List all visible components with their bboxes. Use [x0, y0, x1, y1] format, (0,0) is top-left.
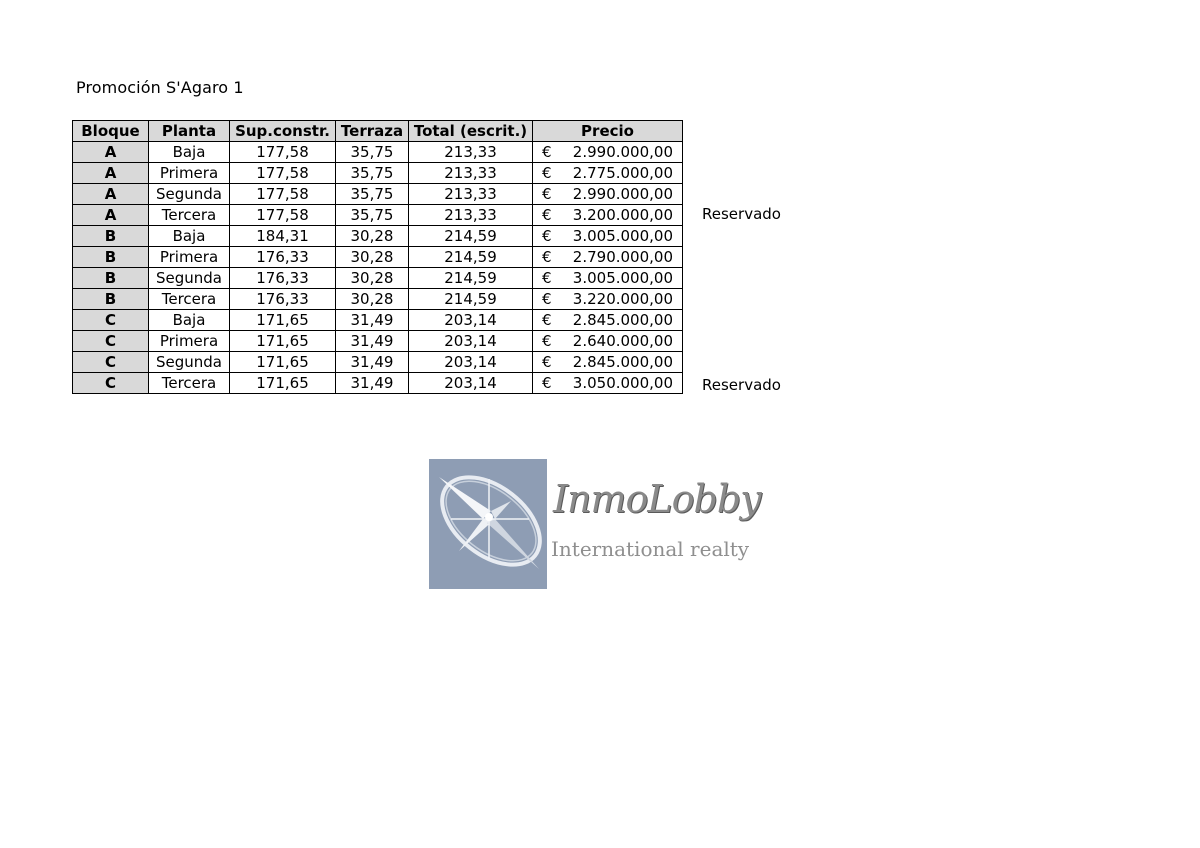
price-table [72, 120, 683, 394]
table-row [73, 373, 683, 394]
currency-symbol: € [542, 248, 552, 266]
precio-value: 2.640.000,00 [572, 332, 673, 350]
precio-cell [533, 310, 683, 331]
header-bloque: Bloque [73, 121, 149, 142]
terraza-cell: 30,28 [336, 247, 409, 268]
inmolobby-logo [429, 459, 774, 589]
total-cell: 203,14 [409, 373, 533, 394]
total-cell: 203,14 [409, 310, 533, 331]
precio-value: 3.005.000,00 [572, 227, 673, 245]
terraza-cell: 35,75 [336, 163, 409, 184]
table-row [73, 289, 683, 310]
planta-cell: Primera [149, 163, 230, 184]
terraza-cell: 35,75 [336, 205, 409, 226]
status-note: Reservado [702, 376, 781, 395]
total-cell: 213,33 [409, 163, 533, 184]
terraza-cell: 30,28 [336, 289, 409, 310]
precio-value: 3.200.000,00 [572, 206, 673, 224]
planta-cell: Segunda [149, 184, 230, 205]
table-row [73, 247, 683, 268]
planta-cell: Tercera [149, 289, 230, 310]
currency-symbol: € [542, 353, 552, 371]
sup-constr-cell: 177,58 [230, 205, 336, 226]
header-sup-constr: Sup.constr. [230, 121, 336, 142]
planta-cell: Primera [149, 247, 230, 268]
bloque-cell: C [73, 331, 149, 352]
sup-constr-cell: 177,58 [230, 163, 336, 184]
precio-value: 2.790.000,00 [572, 248, 673, 266]
bloque-cell: B [73, 289, 149, 310]
logo-name: InmoLobby [553, 477, 761, 521]
planta-cell: Primera [149, 331, 230, 352]
currency-symbol: € [542, 164, 552, 182]
total-cell: 214,59 [409, 289, 533, 310]
precio-cell [533, 205, 683, 226]
sup-constr-cell: 177,58 [230, 184, 336, 205]
header-terraza: Terraza [336, 121, 409, 142]
table-row [73, 310, 683, 331]
precio-value: 2.845.000,00 [572, 311, 673, 329]
precio-cell [533, 247, 683, 268]
sup-constr-cell: 171,65 [230, 331, 336, 352]
planta-cell: Baja [149, 226, 230, 247]
precio-cell [533, 331, 683, 352]
currency-symbol: € [542, 143, 552, 161]
sup-constr-cell: 171,65 [230, 373, 336, 394]
sup-constr-cell: 184,31 [230, 226, 336, 247]
compass-icon [429, 459, 547, 589]
bloque-cell: B [73, 226, 149, 247]
total-cell: 213,33 [409, 142, 533, 163]
planta-cell: Segunda [149, 268, 230, 289]
precio-value: 3.220.000,00 [572, 290, 673, 308]
status-note: Reservado [702, 205, 781, 224]
total-cell: 203,14 [409, 331, 533, 352]
terraza-cell: 31,49 [336, 331, 409, 352]
terraza-cell: 30,28 [336, 268, 409, 289]
precio-cell [533, 268, 683, 289]
currency-symbol: € [542, 374, 552, 392]
precio-value: 2.775.000,00 [572, 164, 673, 182]
precio-cell [533, 373, 683, 394]
currency-symbol: € [542, 269, 552, 287]
bloque-cell: C [73, 352, 149, 373]
bloque-cell: B [73, 247, 149, 268]
bloque-cell: C [73, 373, 149, 394]
currency-symbol: € [542, 332, 552, 350]
precio-value: 2.845.000,00 [572, 353, 673, 371]
sup-constr-cell: 171,65 [230, 310, 336, 331]
bloque-cell: A [73, 163, 149, 184]
table-row [73, 352, 683, 373]
planta-cell: Baja [149, 142, 230, 163]
planta-cell: Segunda [149, 352, 230, 373]
total-cell: 214,59 [409, 247, 533, 268]
sup-constr-cell: 177,58 [230, 142, 336, 163]
planta-cell: Tercera [149, 373, 230, 394]
table-row [73, 184, 683, 205]
header-total: Total (escrit.) [409, 121, 533, 142]
terraza-cell: 31,49 [336, 373, 409, 394]
logo-tagline: International realty [551, 537, 750, 561]
terraza-cell: 30,28 [336, 226, 409, 247]
precio-value: 3.050.000,00 [572, 374, 673, 392]
table-row [73, 226, 683, 247]
currency-symbol: € [542, 290, 552, 308]
precio-value: 2.990.000,00 [572, 143, 673, 161]
terraza-cell: 31,49 [336, 310, 409, 331]
bloque-cell: A [73, 142, 149, 163]
terraza-cell: 31,49 [336, 352, 409, 373]
precio-value: 2.990.000,00 [572, 185, 673, 203]
precio-cell [533, 352, 683, 373]
precio-cell [533, 142, 683, 163]
header-precio: Precio [533, 121, 683, 142]
total-cell: 214,59 [409, 268, 533, 289]
bloque-cell: C [73, 310, 149, 331]
sup-constr-cell: 176,33 [230, 268, 336, 289]
header-planta: Planta [149, 121, 230, 142]
total-cell: 213,33 [409, 184, 533, 205]
bloque-cell: B [73, 268, 149, 289]
precio-cell [533, 163, 683, 184]
planta-cell: Tercera [149, 205, 230, 226]
terraza-cell: 35,75 [336, 142, 409, 163]
precio-cell [533, 226, 683, 247]
currency-symbol: € [542, 311, 552, 329]
bloque-cell: A [73, 184, 149, 205]
currency-symbol: € [542, 227, 552, 245]
total-cell: 203,14 [409, 352, 533, 373]
currency-symbol: € [542, 206, 552, 224]
currency-symbol: € [542, 185, 552, 203]
sup-constr-cell: 176,33 [230, 289, 336, 310]
precio-cell [533, 184, 683, 205]
precio-cell [533, 289, 683, 310]
table-header-row [73, 121, 683, 142]
precio-value: 3.005.000,00 [572, 269, 673, 287]
terraza-cell: 35,75 [336, 184, 409, 205]
planta-cell: Baja [149, 310, 230, 331]
table-row [73, 331, 683, 352]
sup-constr-cell: 171,65 [230, 352, 336, 373]
table-row [73, 163, 683, 184]
table-row [73, 268, 683, 289]
total-cell: 214,59 [409, 226, 533, 247]
bloque-cell: A [73, 205, 149, 226]
sup-constr-cell: 176,33 [230, 247, 336, 268]
page-title: Promoción S'Agaro 1 [76, 78, 244, 97]
table-row [73, 205, 683, 226]
table-row [73, 142, 683, 163]
total-cell: 213,33 [409, 205, 533, 226]
